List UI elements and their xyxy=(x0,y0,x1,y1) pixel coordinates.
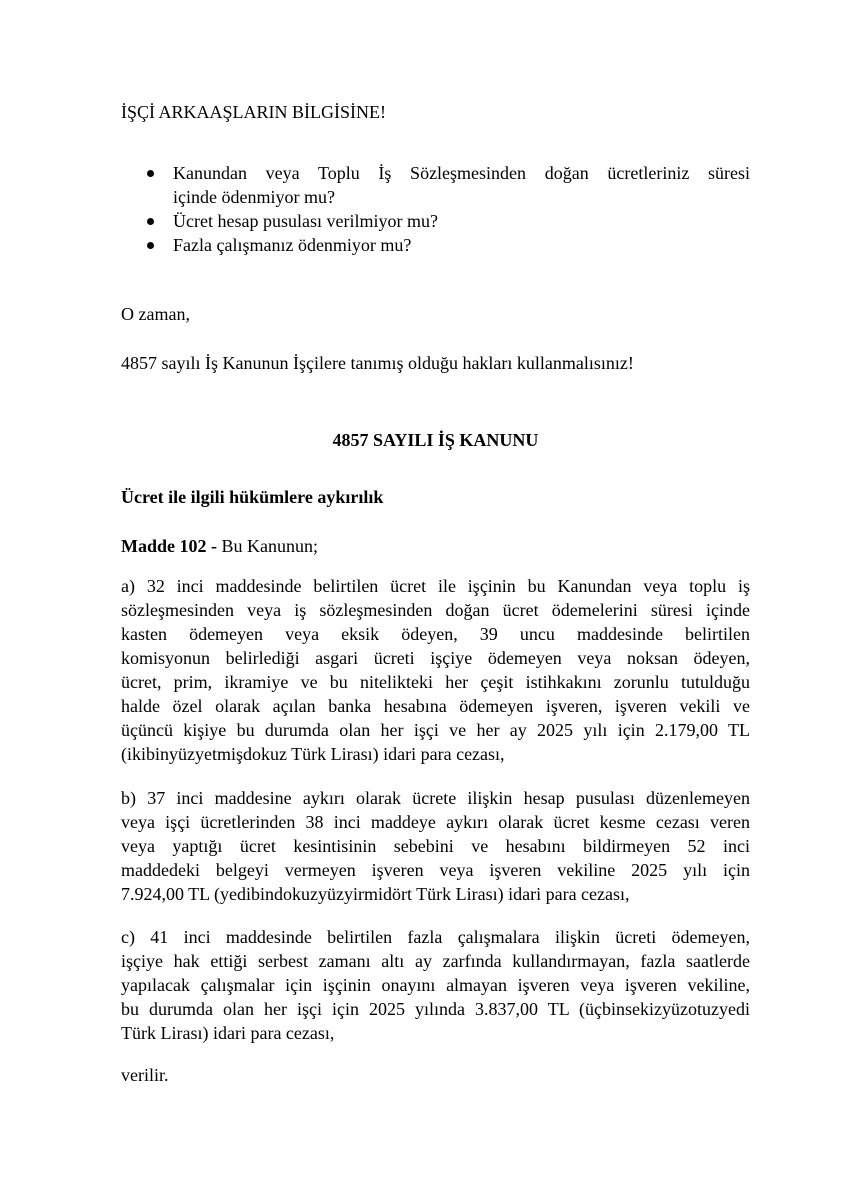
list-item xyxy=(121,233,750,257)
notice-heading: İŞÇİ ARKAAŞLARIN BİLGİSİNE! xyxy=(121,102,386,122)
clause-line: işçiye hak ettiği serbest zamanı altı ay zarfında kullandırmayan, fazla saatlerde xyxy=(121,951,750,971)
list-item-line: Kanundan veya Toplu İş Sözleşmesinden doğan ücretleriniz süresi xyxy=(173,163,750,183)
bullet-icon xyxy=(147,218,154,225)
clause-line: c) 41 inci maddesinde belirtilen fazla çalışmalara ilişkin ücreti ödemeyen, xyxy=(121,927,750,947)
clause-line: üçüncü kişiye bu durumda olan her işçi ve her ay 2025 yılı için 2.179,00 TL xyxy=(121,720,750,740)
section-title: Ücret ile ilgili hükümlere aykırılık xyxy=(121,487,384,507)
clause-c xyxy=(121,925,750,1045)
closing-text: verilir. xyxy=(121,1065,169,1085)
clause-line: halde özel olarak açılan banka hesabına ödemeyen işveren, işveren vekili ve xyxy=(121,696,750,716)
clause-line: bu durumda olan her işçi için 2025 yılında 3.837,00 TL (üçbinsekizyüzotuzyedi xyxy=(121,999,750,1019)
law-title: 4857 SAYILI İŞ KANUNU xyxy=(332,430,539,450)
question-list xyxy=(121,161,750,257)
clause-line: veya yaptığı ücret kesintisinin sebebini ve hesabını bildirmeyen 52 inci xyxy=(121,836,750,856)
bullet-icon xyxy=(147,242,154,249)
article-line xyxy=(121,534,750,558)
clause-line: sözleşmesinden veya iş sözleşmesinden doğan ücret ödemelerini süresi içinde xyxy=(121,600,750,620)
article-label: Madde 102 - xyxy=(121,536,217,556)
clause-line: ücret, prim, ikramiye ve bu nitelikteki her çeşit istihkakını zorunlu tutulduğu xyxy=(121,672,750,692)
list-item-line: Ücret hesap pusulası verilmiyor mu? xyxy=(173,211,438,231)
list-item xyxy=(121,209,750,233)
clause-a xyxy=(121,574,750,766)
list-item-line: içinde ödenmiyor mu? xyxy=(173,187,335,207)
clause-line: 7.924,00 TL (yedibindokuzyüzyirmidört Türk Lirası) idari para cezası, xyxy=(121,884,630,904)
clause-line: b) 37 inci maddesine aykırı olarak ücrete ilişkin hesap pusulası düzenlemeyen xyxy=(121,788,750,808)
list-item-line: Fazla çalışmanız ödenmiyor mu? xyxy=(173,235,412,255)
clause-line: Türk Lirası) idari para cezası, xyxy=(121,1023,335,1043)
list-item xyxy=(121,161,750,209)
bullet-icon xyxy=(147,170,154,177)
then-text: O zaman, xyxy=(121,304,190,324)
clause-line: komisyonun belirlediği asgari ücreti işçiye ödemeyen veya noksan ödeyen, xyxy=(121,648,750,668)
clause-line: (ikibinyüzyetmişdokuz Türk Lirası) idari para cezası, xyxy=(121,744,505,764)
rights-text: 4857 sayılı İş Kanunun İşçilere tanımış olduğu hakları kullanmalısınız! xyxy=(121,353,634,373)
clause-line: a) 32 inci maddesinde belirtilen ücret ile işçinin bu Kanundan veya toplu iş xyxy=(121,576,750,596)
clause-line: veya işçi ücretlerinden 38 inci maddeye aykırı olarak ücret kesme cezası veren xyxy=(121,812,750,832)
article-intro: Bu Kanunun; xyxy=(217,536,318,556)
clause-line: kasten ödemeyen veya eksik ödeyen, 39 uncu maddesinde belirtilen xyxy=(121,624,750,644)
clause-line: maddedeki belgeyi vermeyen işveren veya işveren vekiline 2025 yılı için xyxy=(121,860,750,880)
clause-b xyxy=(121,786,750,906)
clause-line: yapılacak çalışmalar için işçinin onayını almayan işveren veya işveren vekiline, xyxy=(121,975,750,995)
